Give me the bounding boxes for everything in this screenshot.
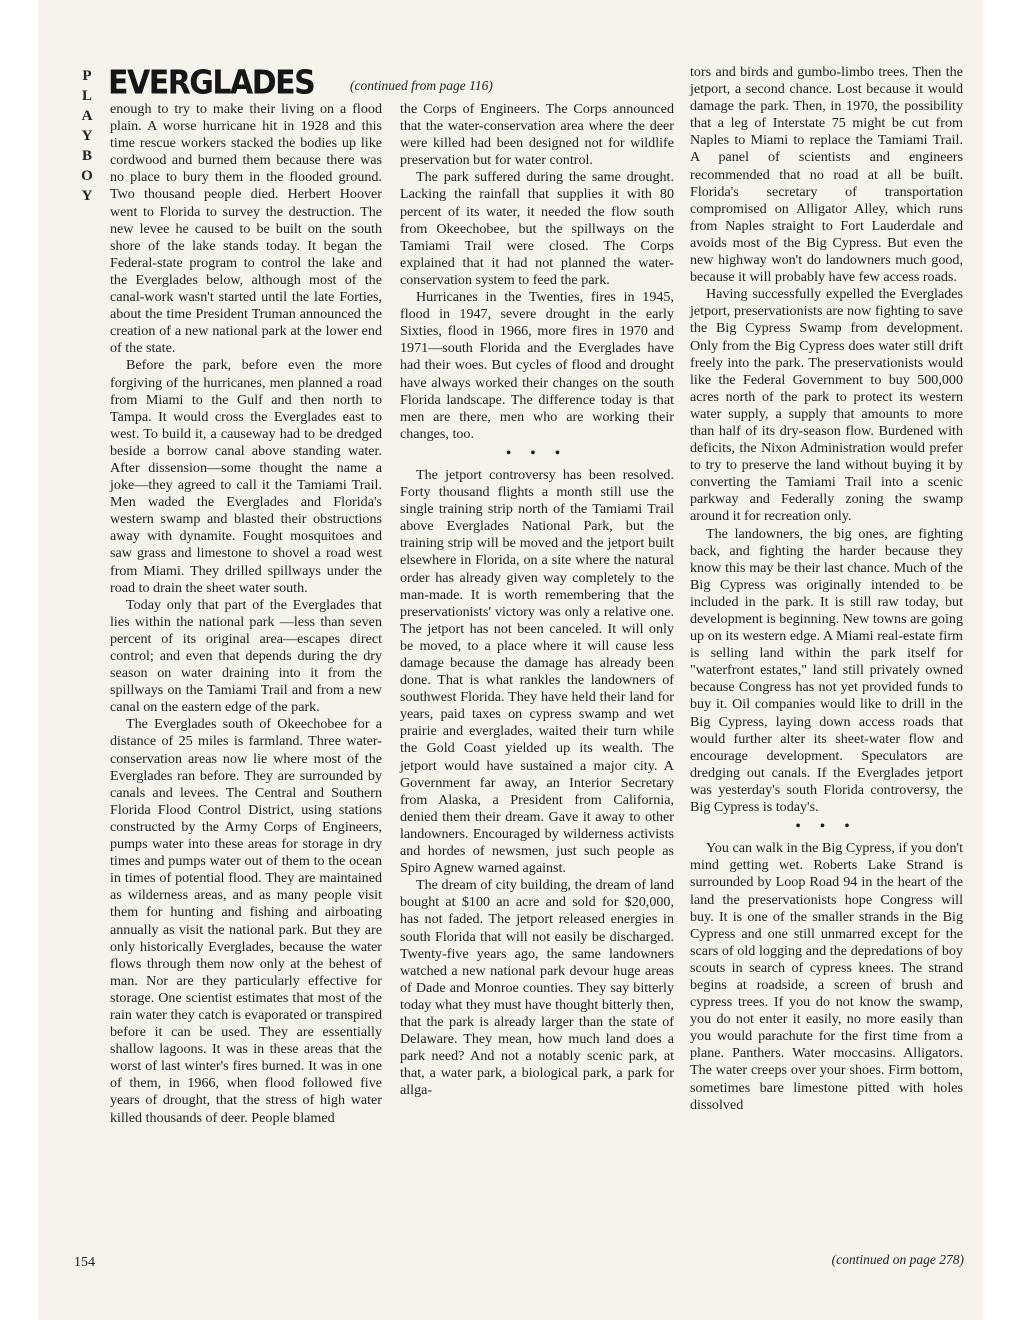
- paragraph: The dream of city building, the dream of land bought at $100 an acre and sold for $20,000, has not faded. The jetport released energies in south Florida that will not easily be discharged. Twenty-five years ago, the same landowners watched a new national park devour huge areas of Dade and Monroe counties. They say bitterly today what they must have thought bitterly then, that the park is already larger than the state of Delaware. They mean, how much land does a park need? And not a notably scenic park, at that, a water park, a biological park, a park for allga-: [400, 877, 674, 1099]
- paragraph: Hurricanes in the Twenties, fires in 1945, flood in 1947, severe drought in the early Sixties, flood in 1966, more fires in 1970 and 1971—south Florida and the Everglades have had their woes. But cycles of flood and drought have always worked their changes on the south Florida landscape. The difference today is that men are there, men who are working their changes, too.: [400, 289, 674, 442]
- magazine-letter: B: [81, 148, 92, 164]
- paragraph: Before the park, before even the more forgiving of the hurricanes, men planned a road from Miami to the Gulf and then north to Tampa. It would cross the Everglades east to west. To build it, a causeway had to be dredged beside a borrow canal above standing water. After dissension—some thought the name a joke—they agreed to call it the Tamiami Trail. Men waded the Everglades and Florida's western swamp and blasted their obstructions away with dynamite. Fought mosquitoes and saw grass and limestone to shovel a road west from Miami. They drilled spillways under the road to drain the sheet water south.: [110, 357, 382, 596]
- magazine-letter: L: [81, 88, 92, 104]
- paragraph: The Everglades south of Okeechobee for a distance of 25 miles is farmland. Three water-conservation areas now lie where most of the Everglades ran before. They are surrounded by canals and levees. The Central and Southern Florida Flood Control District, using stations constructed by the Army Corps of Engineers, pumps water into these areas for storage in dry times and pumps water out of them to the ocean in times of potential flood. They are maintained as wilderness areas, and as many people visit them for hunting and fishing and airboating annually as visit the national park. But they are only historically Everglades, because the water flows through them now only at the behest of man. Nor are they particularly effective for storage. One scientist estimates that most of the rain water they catch is evaporated or transpired before it can be used. They are essentially shallow lagoons. It was in these areas that the worst of last winter's fires burned. It was in one of them, in 1966, when flood followed five years of drought, that the stress of high water killed thousands of deer. People blamed: [110, 716, 382, 1126]
- magazine-letter: A: [81, 108, 93, 124]
- text-column-3: [690, 64, 963, 1114]
- magazine-letter: Y: [81, 188, 93, 204]
- magazine-letter: O: [81, 168, 93, 184]
- article-title: EVERGLADES: [108, 64, 315, 103]
- paragraph: Today only that part of the Everglades that lies within the national park —less than seven percent of its original area—escapes direct control; and even that depends during the dry season on water draining into it from the spillways on the Tamiami Trail and from a new canal on the eastern edge of the park.: [110, 596, 382, 716]
- text-column-2: [400, 101, 674, 1099]
- magazine-name-vertical: [76, 66, 98, 206]
- paragraph: tors and birds and gumbo-limbo trees. Then the jetport, a second chance. Lost because it would damage the park. Then, in 1970, the possibility that a leg of Interstate 75 might be cut from Naples to Miami to replace the Tamiami Trail. A panel of scientists and engineers recommended that no road at all be built. Florida's secretary of transportation compromised on Alligator Alley, which runs from Naples straight to Fort Lauderdale and avoids most of the Big Cypress. But even the new highway won't do landowners much good, because it will probably have few access roads.: [690, 64, 963, 286]
- continued-on-note: (continued on page 278): [831, 1252, 964, 1267]
- continued-from-note: (continued from page 116): [350, 78, 493, 93]
- paragraph: The landowners, the big ones, are fighting back, and fighting the harder because they know this may be their last chance. Much of the Big Cypress was originally intended to be included in the park. It is still raw today, but development is beginning. New towns are going up on its western edge. A Miami real-estate firm is selling land within the park itself for "waterfront estates," land still privately owned because Congress has not yet provided funds to buy it. Oil companies would like to drill in the Big Cypress, laying down access roads that would further alter its sheet-water flow and encourage development. Speculators are dredging out canals. If the Everglades jetport was yesterday's south Florida controversy, the Big Cypress is today's.: [690, 525, 963, 816]
- paragraph: The park suffered during the same drought. Lacking the rainfall that supplies it with 80 percent of its water, it needed the flow south from Okeechobee, but the spillways on the Tamiami Trail were closed. The Corps explained that it had not planned the water-conservation system to feed the park.: [400, 169, 674, 288]
- text-column-1: [110, 101, 382, 1127]
- paragraph: the Corps of Engineers. The Corps announced that the water-conservation area where the deer were killed had been designed not for wildlife preservation but for water control.: [400, 101, 674, 169]
- magazine-letter: P: [82, 68, 92, 84]
- magazine-letter: Y: [81, 128, 93, 144]
- paragraph: You can walk in the Big Cypress, if you don't mind getting wet. Roberts Lake Strand is surrounded by Loop Road 94 in the heart of the land the preservationists hope Congress will buy. It is one of the smaller strands in the Big Cypress and one still unmarred except for the scars of old logging and the depredations of boy scouts in search of cypress knees. The strand begins at roadside, a screen of brush and cypress trees. If you do not know the swamp, you do not enter it easily, no more easily than you would parachute for the first time from a plane. Panthers. Water moccasins. Alligators. The water creeps over your shoes. Firm bottom, sometimes bare limestone pitted with holes dissolved: [690, 840, 963, 1113]
- paragraph: Having successfully expelled the Everglades jetport, preservationists are now fighting to save the Big Cypress Swamp from development. Only from the Big Cypress does water still drift freely into the park. The preservationists would like the Federal Government to buy 500,000 acres north of the park to protect its western water supply, a supply that amounts to more than half of its dry-season flow. Burdened with deficits, the Nixon Administration would prefer to try to preserve the land without buying it by converting the Tamiami Trail into a scenic parkway and Federally zoning the swamp around it for recreation only.: [690, 286, 963, 525]
- section-separator: • • •: [795, 818, 858, 835]
- paragraph: The jetport controversy has been resolved. Forty thousand flights a month still use the single training strip north of the Tamiami Trail above Everglades National Park, but the training strip will be moved and the jetport built elsewhere in Florida, on a site where the natural order has already given way completely to the man-made. It is worth remembering that the preservationists' victory was only a relative one. The jetport has not been canceled. It will only be moved, to a place where it will cause less damage because the damage has already been done. That is what rankles the landowners of southwest Florida. They have held their land for years, paid taxes on cypress swamp and wet prairie and everglades, waited their turn while the Gold Coast yielded up its wealth. The jetport would have sustained a major city. A Government far away, an Interior Secretary from Alaska, a President from California, denied them their dream. Gave it away to other landowners. Encouraged by wilderness activists and hordes of newsmen, just such people as Spiro Agnew warned against.: [400, 466, 674, 877]
- paragraph: enough to try to make their living on a flood plain. A worse hurricane hit in 1928 and this time rescue workers stacked the bodies up like cordwood and burned them because there was no place to bury them in the flooded ground. Two thousand people died. Herbert Hoover went to Florida to survey the destruction. The new levee he caused to be built on the south shore of the lake stands today. It began the Federal-state program to control the lake and the Everglades below, although most of the canal-work wasn't started until the late Forties, about the time President Truman announced the creation of a new national park at the lower end of the state.: [110, 101, 382, 357]
- section-separator: • • •: [506, 444, 568, 461]
- page-number: 154: [74, 1255, 95, 1270]
